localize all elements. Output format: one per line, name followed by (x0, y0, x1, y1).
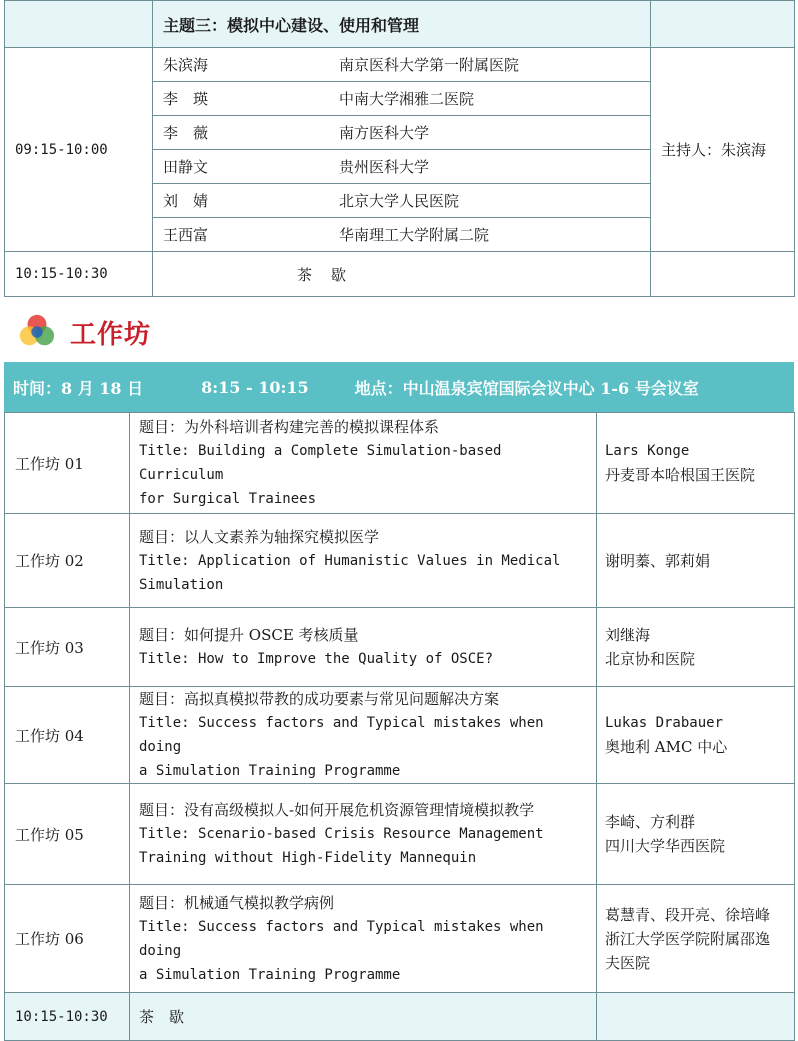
speaker-affiliation: 华南理工大学附属二院 (339, 226, 490, 244)
workshop-host-line: 葛慧青、段开亮、徐培峰 (605, 905, 771, 924)
workshop-host-line: Lars Konge (605, 443, 690, 459)
workshop-label: 工作坊 06 (5, 885, 130, 993)
workshop-break-time: 10:15-10:30 (5, 993, 130, 1041)
workshop-row (5, 687, 795, 784)
workshop-host (597, 413, 795, 514)
workshop-topic-cn: 题目：机械通气模拟教学病例 (139, 893, 335, 912)
speaker-row (153, 116, 651, 150)
workshop-topic-cn: 题目：为外科培训者构建完善的模拟课程体系 (139, 418, 440, 436)
workshop-topic-cn: 题目：没有高级模拟人-如何开展危机资源管理情境模拟教学 (139, 801, 535, 819)
workshop-topic-en-line: Training without High-Fidelity Mannequin (139, 850, 477, 866)
workshop-table (4, 412, 795, 1041)
speaker-affiliation: 贵州医科大学 (339, 158, 430, 176)
workshop-topic-en-line: Title: Success factors and Typical mistakes when doing (139, 918, 544, 959)
workshop-label: 工作坊 05 (5, 784, 130, 885)
workshop-topic-en-line: Title: Scenario-based Crisis Resource Management (139, 826, 544, 842)
workshop-row (5, 608, 795, 687)
workshop-host-line: 谢明蓁、郭莉娟 (605, 551, 711, 570)
speaker-row (153, 82, 651, 116)
speaker-name: 田静文 (163, 158, 209, 176)
session-host: 主持人：朱滨海 (651, 48, 795, 252)
workshop-host (597, 885, 795, 993)
break-time: 10:15-10:30 (5, 252, 153, 297)
speaker-name: 刘 婧 (163, 192, 209, 210)
venn-logo-icon (18, 313, 56, 351)
speaker-affiliation: 北京大学人民医院 (339, 192, 460, 210)
workshop-break-row (5, 993, 795, 1041)
workshop-topic-cn: 题目：如何提升 OSCE 考核质量 (139, 626, 359, 644)
workshop-info-bar (4, 362, 794, 412)
workshop-topic (130, 514, 597, 608)
workshop-title: 工作坊 (70, 319, 152, 350)
speaker-row (153, 48, 651, 82)
session-topic: 主题三：模拟中心建设、使用和管理 (153, 1, 651, 48)
workshop-label: 工作坊 04 (5, 687, 130, 784)
workshop-host-line: 北京协和医院 (605, 650, 696, 668)
workshop-host-line: 浙江大学医学院附属邵逸夫医院 (605, 929, 771, 972)
speaker-name: 李 瑛 (163, 90, 209, 108)
workshop-topic-en-line: for Surgical Trainees (139, 491, 317, 507)
workshop-label: 工作坊 02 (5, 514, 130, 608)
speaker-row (153, 150, 651, 184)
workshop-host (597, 784, 795, 885)
workshop-host (597, 514, 795, 608)
workshop-topic-en-line: Simulation (139, 576, 224, 593)
speaker-row (153, 218, 651, 252)
workshop-host-line: 四川大学华西医院 (605, 837, 726, 855)
speaker-affiliation: 南方医科大学 (339, 124, 430, 142)
speaker-name: 朱滨海 (163, 56, 209, 74)
workshop-host-line: 丹麦哥本哈根国王医院 (605, 466, 756, 484)
workshop-topic (130, 608, 597, 687)
workshop-break-label: 茶 歇 (130, 993, 597, 1041)
workshop-host-line: 奥地利 AMC 中心 (605, 738, 728, 756)
workshop-label: 工作坊 03 (5, 608, 130, 687)
workshop-topic-en-line: Title: How to Improve the Quality of OSCE? (139, 651, 494, 667)
workshop-row (5, 514, 795, 608)
workshop-host-line: 李崎、方利群 (605, 813, 696, 831)
workshop-topic-cn: 题目：以人文素养为轴探究模拟医学 (139, 527, 380, 546)
session-time: 09:15-10:00 (5, 48, 153, 252)
speaker-name: 李 薇 (163, 124, 209, 142)
speaker-affiliation: 中南大学湘雅二医院 (339, 90, 475, 108)
workshop-topic-cn: 题目：高拟真模拟带教的成功要素与常见问题解决方案 (139, 690, 500, 708)
workshop-topic-en-line: Title: Building a Complete Simulation-based Curriculum (139, 443, 502, 483)
workshop-host-line: Lukas Drabauer (605, 715, 724, 731)
workshop-label: 工作坊 01 (5, 413, 130, 514)
speaker-affiliation: 南京医科大学第一附属医院 (339, 56, 520, 74)
workshop-topic (130, 784, 597, 885)
workshop-host-line: 刘继海 (605, 626, 651, 644)
workshop-row (5, 413, 795, 514)
workshop-break-host-cell (597, 993, 795, 1041)
speaker-name: 王西富 (163, 226, 209, 244)
workshop-host (597, 687, 795, 784)
break-host-cell (651, 252, 795, 297)
workshop-host (597, 608, 795, 687)
session-table (4, 0, 795, 297)
workshop-topic (130, 885, 597, 993)
workshop-row (5, 885, 795, 993)
info-time: 8:15 - 10:15 (201, 377, 309, 397)
workshop-row (5, 784, 795, 885)
speaker-row (153, 184, 651, 218)
workshop-topic-en-line: Title: Success factors and Typical mistakes when doing (139, 715, 544, 755)
topic-time-cell (5, 1, 153, 48)
info-place: 地点：中山温泉宾馆国际会议中心 1-6 号会议室 (354, 378, 699, 398)
workshop-topic (130, 687, 597, 784)
workshop-topic-en-line: a Simulation Training Programme (139, 966, 401, 983)
workshop-topic-en-line: a Simulation Training Programme (139, 763, 401, 779)
info-date: 时间：8 月 18 日 (13, 378, 144, 398)
topic-host-cell (651, 1, 795, 48)
break-label: 茶 歇 (153, 252, 651, 297)
workshop-topic-en-line: Title: Application of Humanistic Values in Medical (139, 552, 561, 569)
workshop-heading (18, 310, 151, 354)
workshop-topic (130, 413, 597, 514)
